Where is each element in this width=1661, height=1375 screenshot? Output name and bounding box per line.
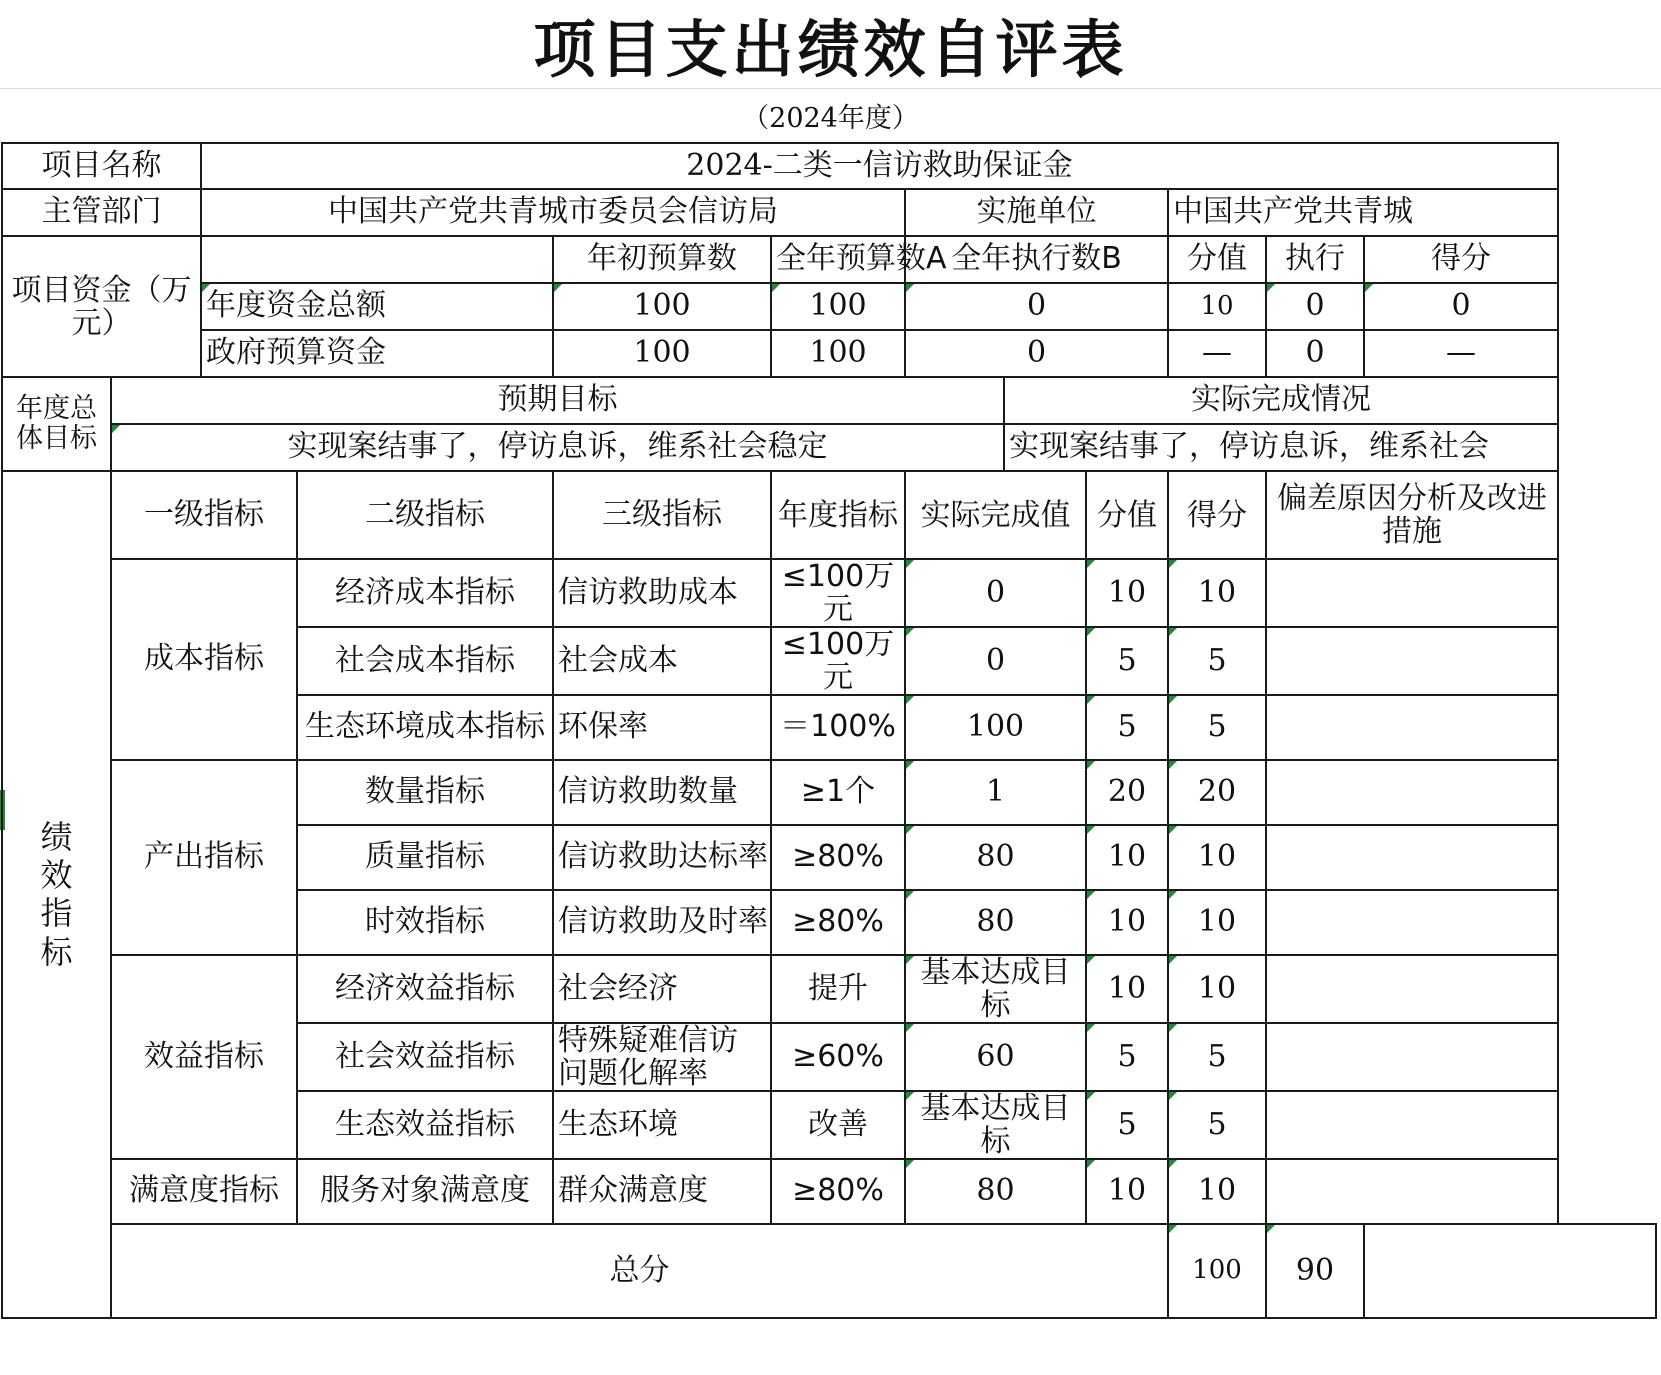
perf-level2: 数量指标 [297,760,553,825]
perf-value[interactable]: 5 [1086,695,1168,760]
perf-target[interactable]: ≥1个 [771,760,905,825]
funds-cell-score-value[interactable]: — [1168,330,1266,377]
funds-row-name: 年度资金总额 [201,283,553,330]
perf-reason[interactable] [1266,695,1558,760]
perf-actual[interactable]: 基本达成目标 [905,1091,1086,1159]
perf-level3: 信访救助及时率 [553,890,771,955]
funds-cell-initial[interactable]: 100 [553,330,771,377]
perf-value[interactable]: 10 [1086,955,1168,1023]
perf-score[interactable]: 20 [1168,760,1266,825]
perf-target[interactable]: ≥80% [771,1159,905,1224]
perf-level2: 经济成本指标 [297,559,553,627]
perf-level2: 生态环境成本指标 [297,695,553,760]
perf-level3: 特殊疑难信访问题化解率 [553,1023,771,1091]
perf-score[interactable]: 5 [1168,627,1266,695]
perf-group-name: 满意度指标 [111,1159,297,1224]
funds-header-blank [201,236,553,283]
funds-cell-score[interactable]: 0 [1364,283,1558,330]
funds-cell-initial[interactable]: 100 [553,283,771,330]
perf-header-score: 得分 [1168,471,1266,559]
perf-actual[interactable]: 基本达成目标 [905,955,1086,1023]
perf-value[interactable]: 10 [1086,1159,1168,1224]
perf-level3: 群众满意度 [553,1159,771,1224]
perf-header-level2: 二级指标 [297,471,553,559]
funds-cell-annual[interactable]: 100 [771,283,905,330]
perf-target[interactable]: ≤100万元 [771,559,905,627]
perf-header-level1: 一级指标 [111,471,297,559]
evaluation-table [1,142,1657,1319]
perf-value[interactable]: 10 [1086,559,1168,627]
funds-cell-annual[interactable]: 100 [771,330,905,377]
perf-score[interactable]: 10 [1168,825,1266,890]
perf-group-name: 产出指标 [111,760,297,955]
funds-header-initial: 年初预算数 [553,236,771,283]
funds-cell-score[interactable]: — [1364,330,1558,377]
perf-target[interactable]: ＝100% [771,695,905,760]
total-label: 总分 [111,1224,1168,1318]
perf-header-annual: 年度指标 [771,471,905,559]
perf-reason[interactable] [1266,1023,1558,1091]
perf-value[interactable]: 5 [1086,1023,1168,1091]
funds-header-annual: 全年预算数A [771,236,905,283]
funds-header-score-value: 分值 [1168,236,1266,283]
perf-level2: 生态效益指标 [297,1091,553,1159]
perf-actual[interactable]: 80 [905,890,1086,955]
goal-actual-text[interactable]: 实现案结事了，停访息诉，维系社会 [1004,424,1558,471]
perf-header-score-value: 分值 [1086,471,1168,559]
perf-value[interactable]: 10 [1086,825,1168,890]
funds-header-exec-rate: 执行 [1266,236,1364,283]
total-reason[interactable] [1364,1224,1656,1318]
dept-value[interactable]: 中国共产党共青城市委员会信访局 [201,189,905,236]
funds-cell-executed[interactable]: 0 [905,330,1168,377]
perf-target[interactable]: ≥80% [771,890,905,955]
funds-cell-executed[interactable]: 0 [905,283,1168,330]
goal-expected-header: 预期目标 [111,377,1004,424]
goal-actual-header: 实际完成情况 [1004,377,1558,424]
perf-level3: 生态环境 [553,1091,771,1159]
sheet-gridline [0,88,1661,89]
funds-header-score: 得分 [1364,236,1558,283]
perf-header-reason: 偏差原因分析及改进措施 [1266,471,1558,559]
perf-level3: 信访救助成本 [553,559,771,627]
perf-score[interactable]: 5 [1168,695,1266,760]
funds-cell-score-value[interactable]: 10 [1168,283,1266,330]
perf-target[interactable]: 提升 [771,955,905,1023]
funds-label: 项目资金（万元） [2,236,201,377]
perf-target[interactable]: ≥60% [771,1023,905,1091]
perf-group-name: 成本指标 [111,559,297,760]
perf-reason[interactable] [1266,760,1558,825]
dept-label: 主管部门 [2,189,201,236]
perf-level2: 时效指标 [297,890,553,955]
page-title: 项目支出绩效自评表 [533,12,1128,86]
perf-actual[interactable]: 100 [905,695,1086,760]
perf-group-name: 效益指标 [111,955,297,1159]
goal-label: 年度总体目标 [2,377,111,471]
perf-header-level3: 三级指标 [553,471,771,559]
page-subtitle: （2024年度） [742,102,919,134]
perf-reason[interactable] [1266,1091,1558,1159]
perf-target[interactable]: 改善 [771,1091,905,1159]
perf-header-actual: 实际完成值 [905,471,1086,559]
perf-actual[interactable]: 60 [905,1023,1086,1091]
perf-level2: 质量指标 [297,825,553,890]
perf-label-cell [2,471,111,1318]
perf-level3: 环保率 [553,695,771,760]
perf-level2: 服务对象满意度 [297,1159,553,1224]
perf-value[interactable]: 5 [1086,627,1168,695]
perf-score[interactable]: 10 [1168,955,1266,1023]
perf-score[interactable]: 10 [1168,890,1266,955]
perf-label: 绩效指标 [40,817,73,971]
impl-value[interactable]: 中国共产党共青城 [1168,189,1558,236]
funds-cell-exec-rate[interactable]: 0 [1266,330,1364,377]
perf-level2: 社会效益指标 [297,1023,553,1091]
perf-level2: 社会成本指标 [297,627,553,695]
perf-actual[interactable]: 80 [905,825,1086,890]
perf-score[interactable]: 5 [1168,1023,1266,1091]
perf-level3: 信访救助达标率 [553,825,771,890]
perf-reason[interactable] [1266,825,1558,890]
total-score[interactable]: 90 [1266,1224,1364,1318]
perf-reason[interactable] [1266,890,1558,955]
perf-score[interactable]: 10 [1168,559,1266,627]
perf-score[interactable]: 10 [1168,1159,1266,1224]
perf-actual[interactable]: 1 [905,760,1086,825]
funds-row-name: 政府预算资金 [201,330,553,377]
perf-level2: 经济效益指标 [297,955,553,1023]
perf-actual[interactable]: 80 [905,1159,1086,1224]
perf-score[interactable]: 5 [1168,1091,1266,1159]
perf-reason[interactable] [1266,955,1558,1023]
perf-actual[interactable]: 0 [905,559,1086,627]
perf-level3: 社会成本 [553,627,771,695]
perf-reason[interactable] [1266,1159,1558,1224]
project-name-label: 项目名称 [2,143,201,189]
perf-value[interactable]: 5 [1086,1091,1168,1159]
perf-actual[interactable]: 0 [905,627,1086,695]
perf-reason[interactable] [1266,559,1558,627]
goal-expected-text[interactable]: 实现案结事了，停访息诉，维系社会稳定 [111,424,1004,471]
project-name-value[interactable]: 2024-二类一信访救助保证金 [201,143,1558,189]
perf-level3: 信访救助数量 [553,760,771,825]
impl-label: 实施单位 [905,189,1168,236]
perf-target[interactable]: ≤100万元 [771,627,905,695]
perf-value[interactable]: 20 [1086,760,1168,825]
perf-level3: 社会经济 [553,955,771,1023]
perf-target[interactable]: ≥80% [771,825,905,890]
total-value[interactable]: 100 [1168,1224,1266,1318]
perf-reason[interactable] [1266,627,1558,695]
funds-cell-exec-rate[interactable]: 0 [1266,283,1364,330]
funds-header-executed: 全年执行数B [905,236,1168,283]
perf-value[interactable]: 10 [1086,890,1168,955]
